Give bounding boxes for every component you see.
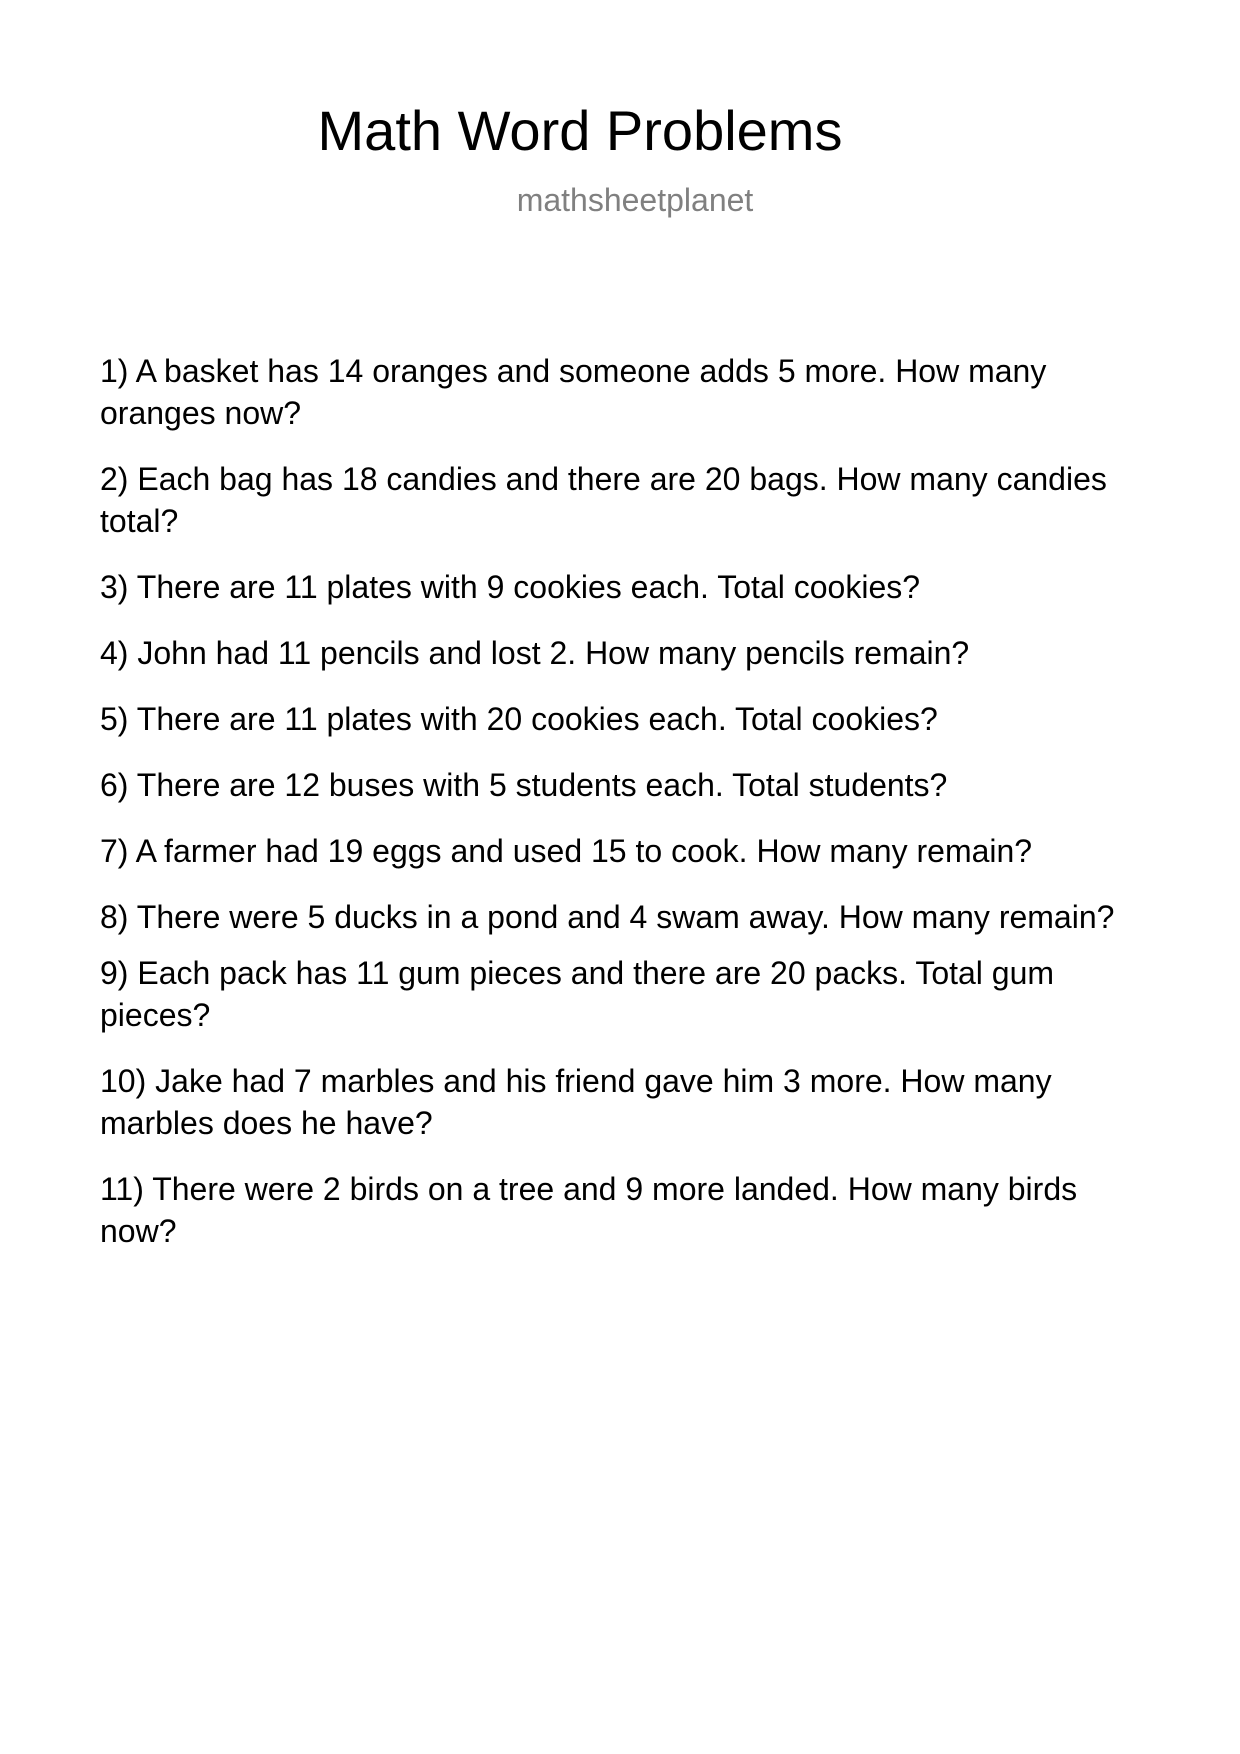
problem-8: 8) There were 5 ducks in a pond and 4 swam away. How many remain? (100, 899, 1115, 935)
page-title: Math Word Problems (317, 99, 843, 162)
problem-2: 2) Each bag has 18 candies and there are 20 bags. How many candies total? (100, 461, 1107, 539)
problem-6: 6) There are 12 buses with 5 students each. Total students? (100, 767, 948, 803)
problem-4: 4) John had 11 pencils and lost 2. How many pencils remain? (100, 635, 970, 671)
problem-5: 5) There are 11 plates with 20 cookies each. Total cookies? (100, 701, 938, 737)
problem-7: 7) A farmer had 19 eggs and used 15 to cook. How many remain? (100, 833, 1033, 869)
problem-list (100, 350, 1150, 1252)
problem-10: 10) Jake had 7 marbles and his friend gave him 3 more. How many marbles does he have? (100, 1063, 1052, 1141)
site-name: mathsheetplanet (516, 182, 754, 218)
problem-3: 3) There are 11 plates with 9 cookies each. Total cookies? (100, 569, 921, 605)
problem-9: 9) Each pack has 11 gum pieces and there are 20 packs. Total gum pieces? (100, 955, 1055, 1033)
problem-11: 11) There were 2 birds on a tree and 9 more landed. How many birds now? (100, 1171, 1078, 1249)
problem-1: 1) A basket has 14 oranges and someone adds 5 more. How many oranges now? (100, 353, 1047, 431)
